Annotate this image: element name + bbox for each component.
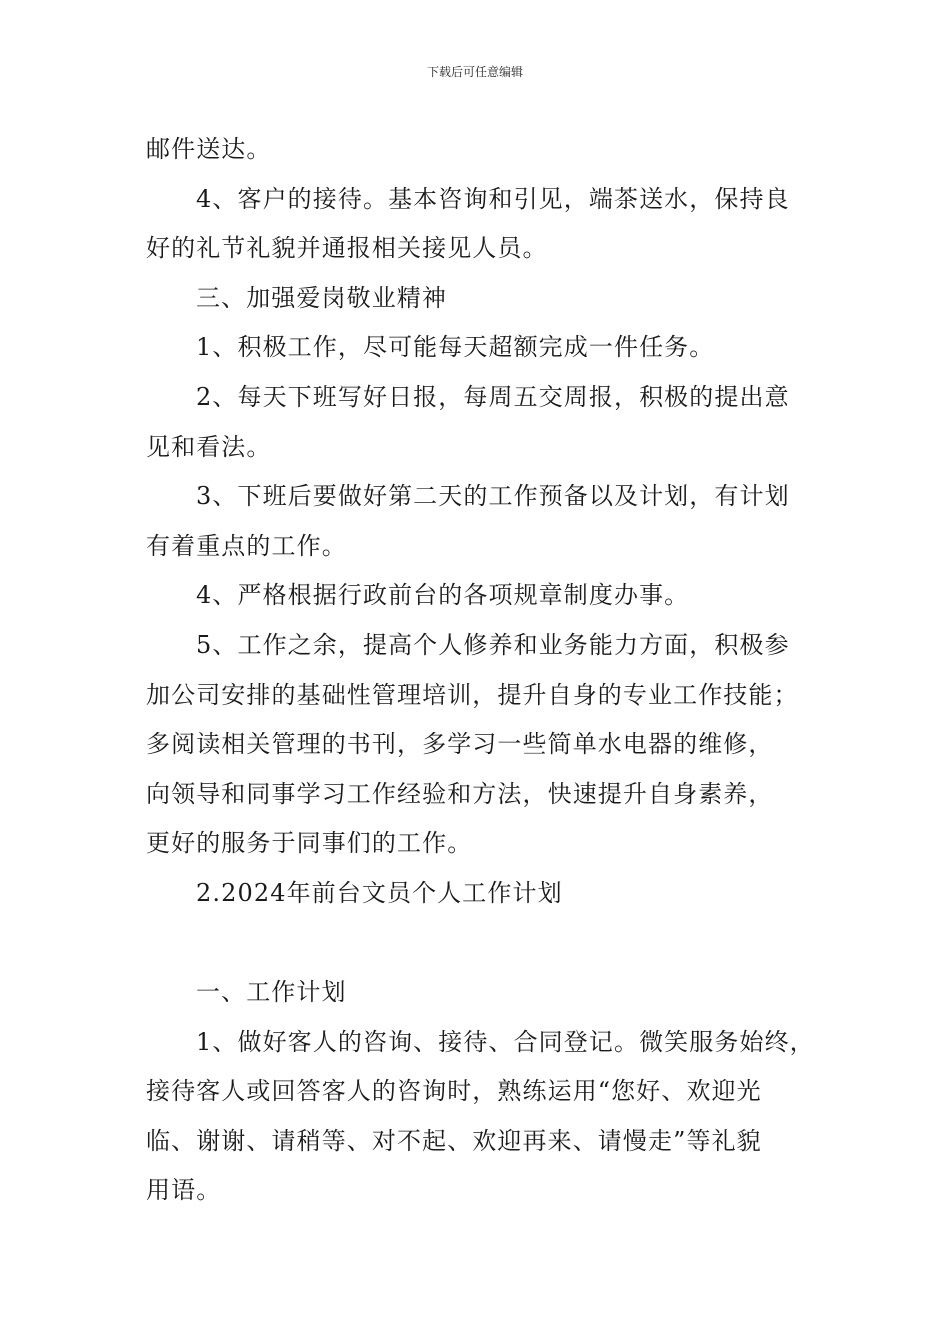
paragraph-line: 更好的服务于同事们的工作。	[146, 829, 473, 858]
paragraph-line: 4、严格根据行政前台的各项规章制度办事。	[196, 581, 690, 610]
document-body	[146, 125, 815, 1216]
paragraph-line: 见和看法。	[146, 432, 272, 461]
paragraph-line: 1、做好客人的咨询、接待、合同登记。微笑服务始终，	[196, 1027, 815, 1056]
paragraph-line: 接待客人或回答客人的咨询时，熟练运用“您好、欢迎光	[146, 1077, 762, 1106]
paragraph-line: 5、工作之余，提高个人修养和业务能力方面，积极参	[196, 630, 790, 659]
paragraph-line: 用语。	[146, 1176, 222, 1205]
paragraph-line: 4、客户的接待。基本咨询和引见，端茶送水，保持良	[196, 184, 790, 213]
page-header: 下载后可任意编辑	[426, 65, 523, 79]
section-heading: 一、工作计划	[196, 978, 347, 1007]
paragraph-line: 邮件送达。	[146, 135, 272, 163]
paragraph-line: 多阅读相关管理的书刊，多学习一些简单水电器的维修，	[146, 730, 774, 759]
blank-line	[146, 919, 810, 969]
paragraph-line: 加公司安排的基础性管理培训，提升自身的专业工作技能；	[146, 680, 799, 709]
document-title: 2.2024年前台文员个人工作计划	[196, 878, 563, 907]
paragraph-line: 有着重点的工作。	[146, 531, 347, 560]
paragraph-line: 1、积极工作，尽可能每天超额完成一件任务。	[196, 333, 715, 362]
section-heading: 三、加强爱岗敬业精神	[196, 283, 447, 312]
paragraph-line: 好的礼节礼貌并通报相关接见人员。	[146, 234, 548, 263]
paragraph-line: 临、谢谢、请稍等、对不起、欢迎再来、请慢走”等礼貌	[146, 1126, 762, 1155]
paragraph-line: 2、每天下班写好日报，每周五交周报，积极的提出意	[196, 382, 790, 411]
paragraph-line: 向领导和同事学习工作经验和方法，快速提升自身素养，	[146, 779, 774, 808]
paragraph-line: 3、下班后要做好第二天的工作预备以及计划，有计划	[196, 482, 790, 511]
